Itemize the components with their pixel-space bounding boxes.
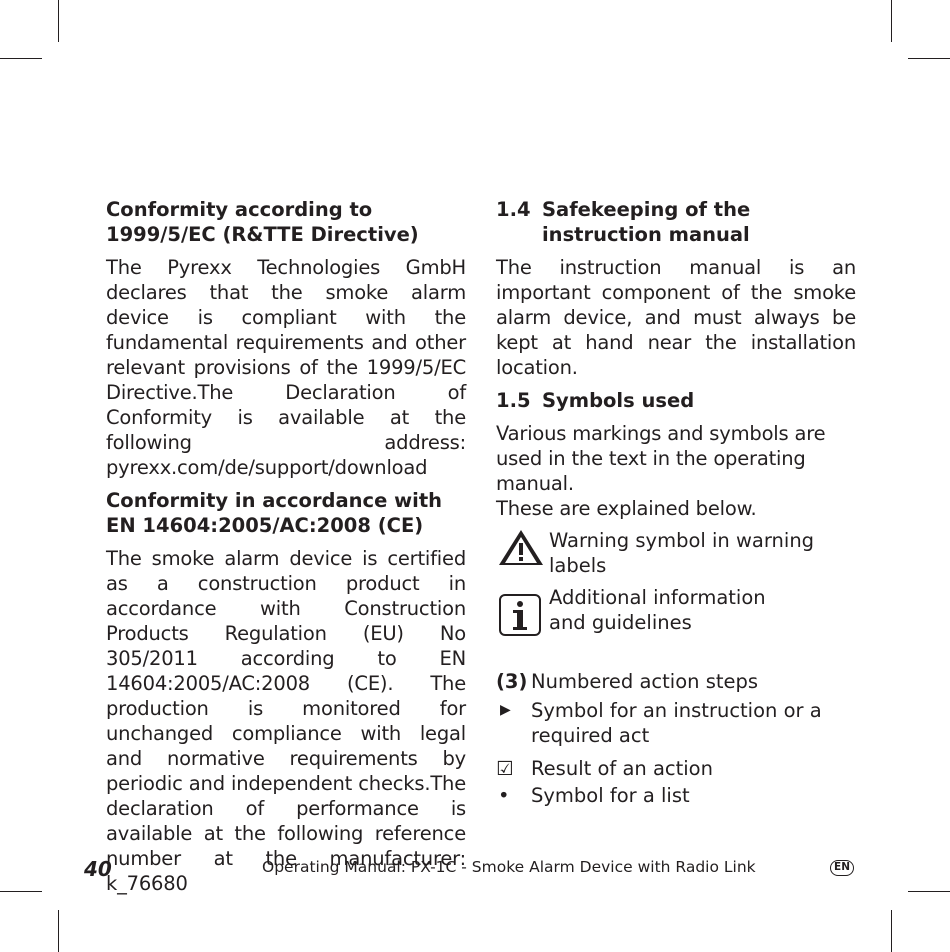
right-column <box>496 197 856 808</box>
crop-mark <box>58 0 59 42</box>
heading-line: Conformity according to <box>106 198 373 221</box>
numbered-step-marker: (3) <box>496 670 528 693</box>
page-number: 40 <box>84 857 112 881</box>
crop-mark <box>0 58 42 59</box>
symbol-row-warning <box>496 527 856 579</box>
paragraph-safekeeping: The instruction manual is an important component of the smoke alarm device, and must always be kept at hand near the installation location. <box>496 256 856 379</box>
section-number: 1.4 <box>496 198 531 221</box>
list-item-text: Symbol for an instruction or a required act <box>531 699 822 747</box>
paragraph-symbols: Various markings and symbols are used in the text in the operating manual. <box>496 422 826 495</box>
heading-conformity-rtte <box>106 197 466 247</box>
section-title: Safekeeping of the instruction manual <box>542 198 751 246</box>
info-symbol-label: Additional information and guidelines <box>549 586 766 634</box>
crop-mark <box>908 58 950 59</box>
crop-mark <box>908 891 950 892</box>
heading-conformity-ce <box>106 488 466 538</box>
list-item-bullet <box>496 783 856 808</box>
heading-line: Conformity in accordance with <box>106 489 443 512</box>
checkbox-checked-icon: ☑ <box>496 757 514 780</box>
section-title: Symbols used <box>542 389 695 412</box>
list-item-text: Symbol for a list <box>531 784 690 807</box>
bullet-icon: • <box>498 784 510 807</box>
warning-symbol-label: Warning symbol in warning labels <box>549 529 815 577</box>
warning-icon <box>496 527 549 573</box>
footer-title: Operating Manual: PX-1C - Smoke Alarm Device with Radio Link <box>262 858 756 876</box>
list-item-text: Numbered action steps <box>531 670 759 693</box>
paragraph-ce: The smoke alarm device is certified as a construction product in accordance with Construction Products Regulation (EU) No 305/2011 according to EN 14604:2005/AC:2008 (CE). The production is monitored for unchanged compliance with legal and normative requirements by periodic and independent checks.The declaration of performance is available at the following reference number at the manufacturer: k_76680 <box>106 547 466 895</box>
list-item-text: Result of an action <box>531 757 713 780</box>
paragraph-symbols-below: These are explained below. <box>496 497 757 520</box>
symbol-row-info <box>496 585 856 665</box>
crop-mark <box>891 0 892 42</box>
language-badge: EN <box>830 860 854 876</box>
heading-line: 1999/5/EC (R&TTE Directive) <box>106 223 419 246</box>
crop-mark <box>0 891 42 892</box>
info-icon <box>496 585 549 643</box>
section-number: 1.5 <box>496 389 531 412</box>
triangle-right-icon: ▶ <box>500 702 511 718</box>
paragraph-rtte: The Pyrexx Technologies GmbH declares that the smoke alarm device is compliant with the fundamental requirements and other relevant provisions of the 1999/5/EC Directive.The Declaration of Conformity is available at the following address: pyrexx.com/de/support/download <box>106 256 466 479</box>
crop-mark <box>58 910 59 952</box>
list-item-result <box>496 756 856 781</box>
left-column <box>106 197 466 904</box>
list-item-instruction <box>496 698 856 748</box>
section-heading-1-4 <box>496 197 856 247</box>
list-item-numbered <box>496 669 856 694</box>
crop-mark <box>891 910 892 952</box>
section-heading-1-5 <box>496 388 856 413</box>
heading-line: EN 14604:2005/AC:2008 (CE) <box>106 514 424 537</box>
